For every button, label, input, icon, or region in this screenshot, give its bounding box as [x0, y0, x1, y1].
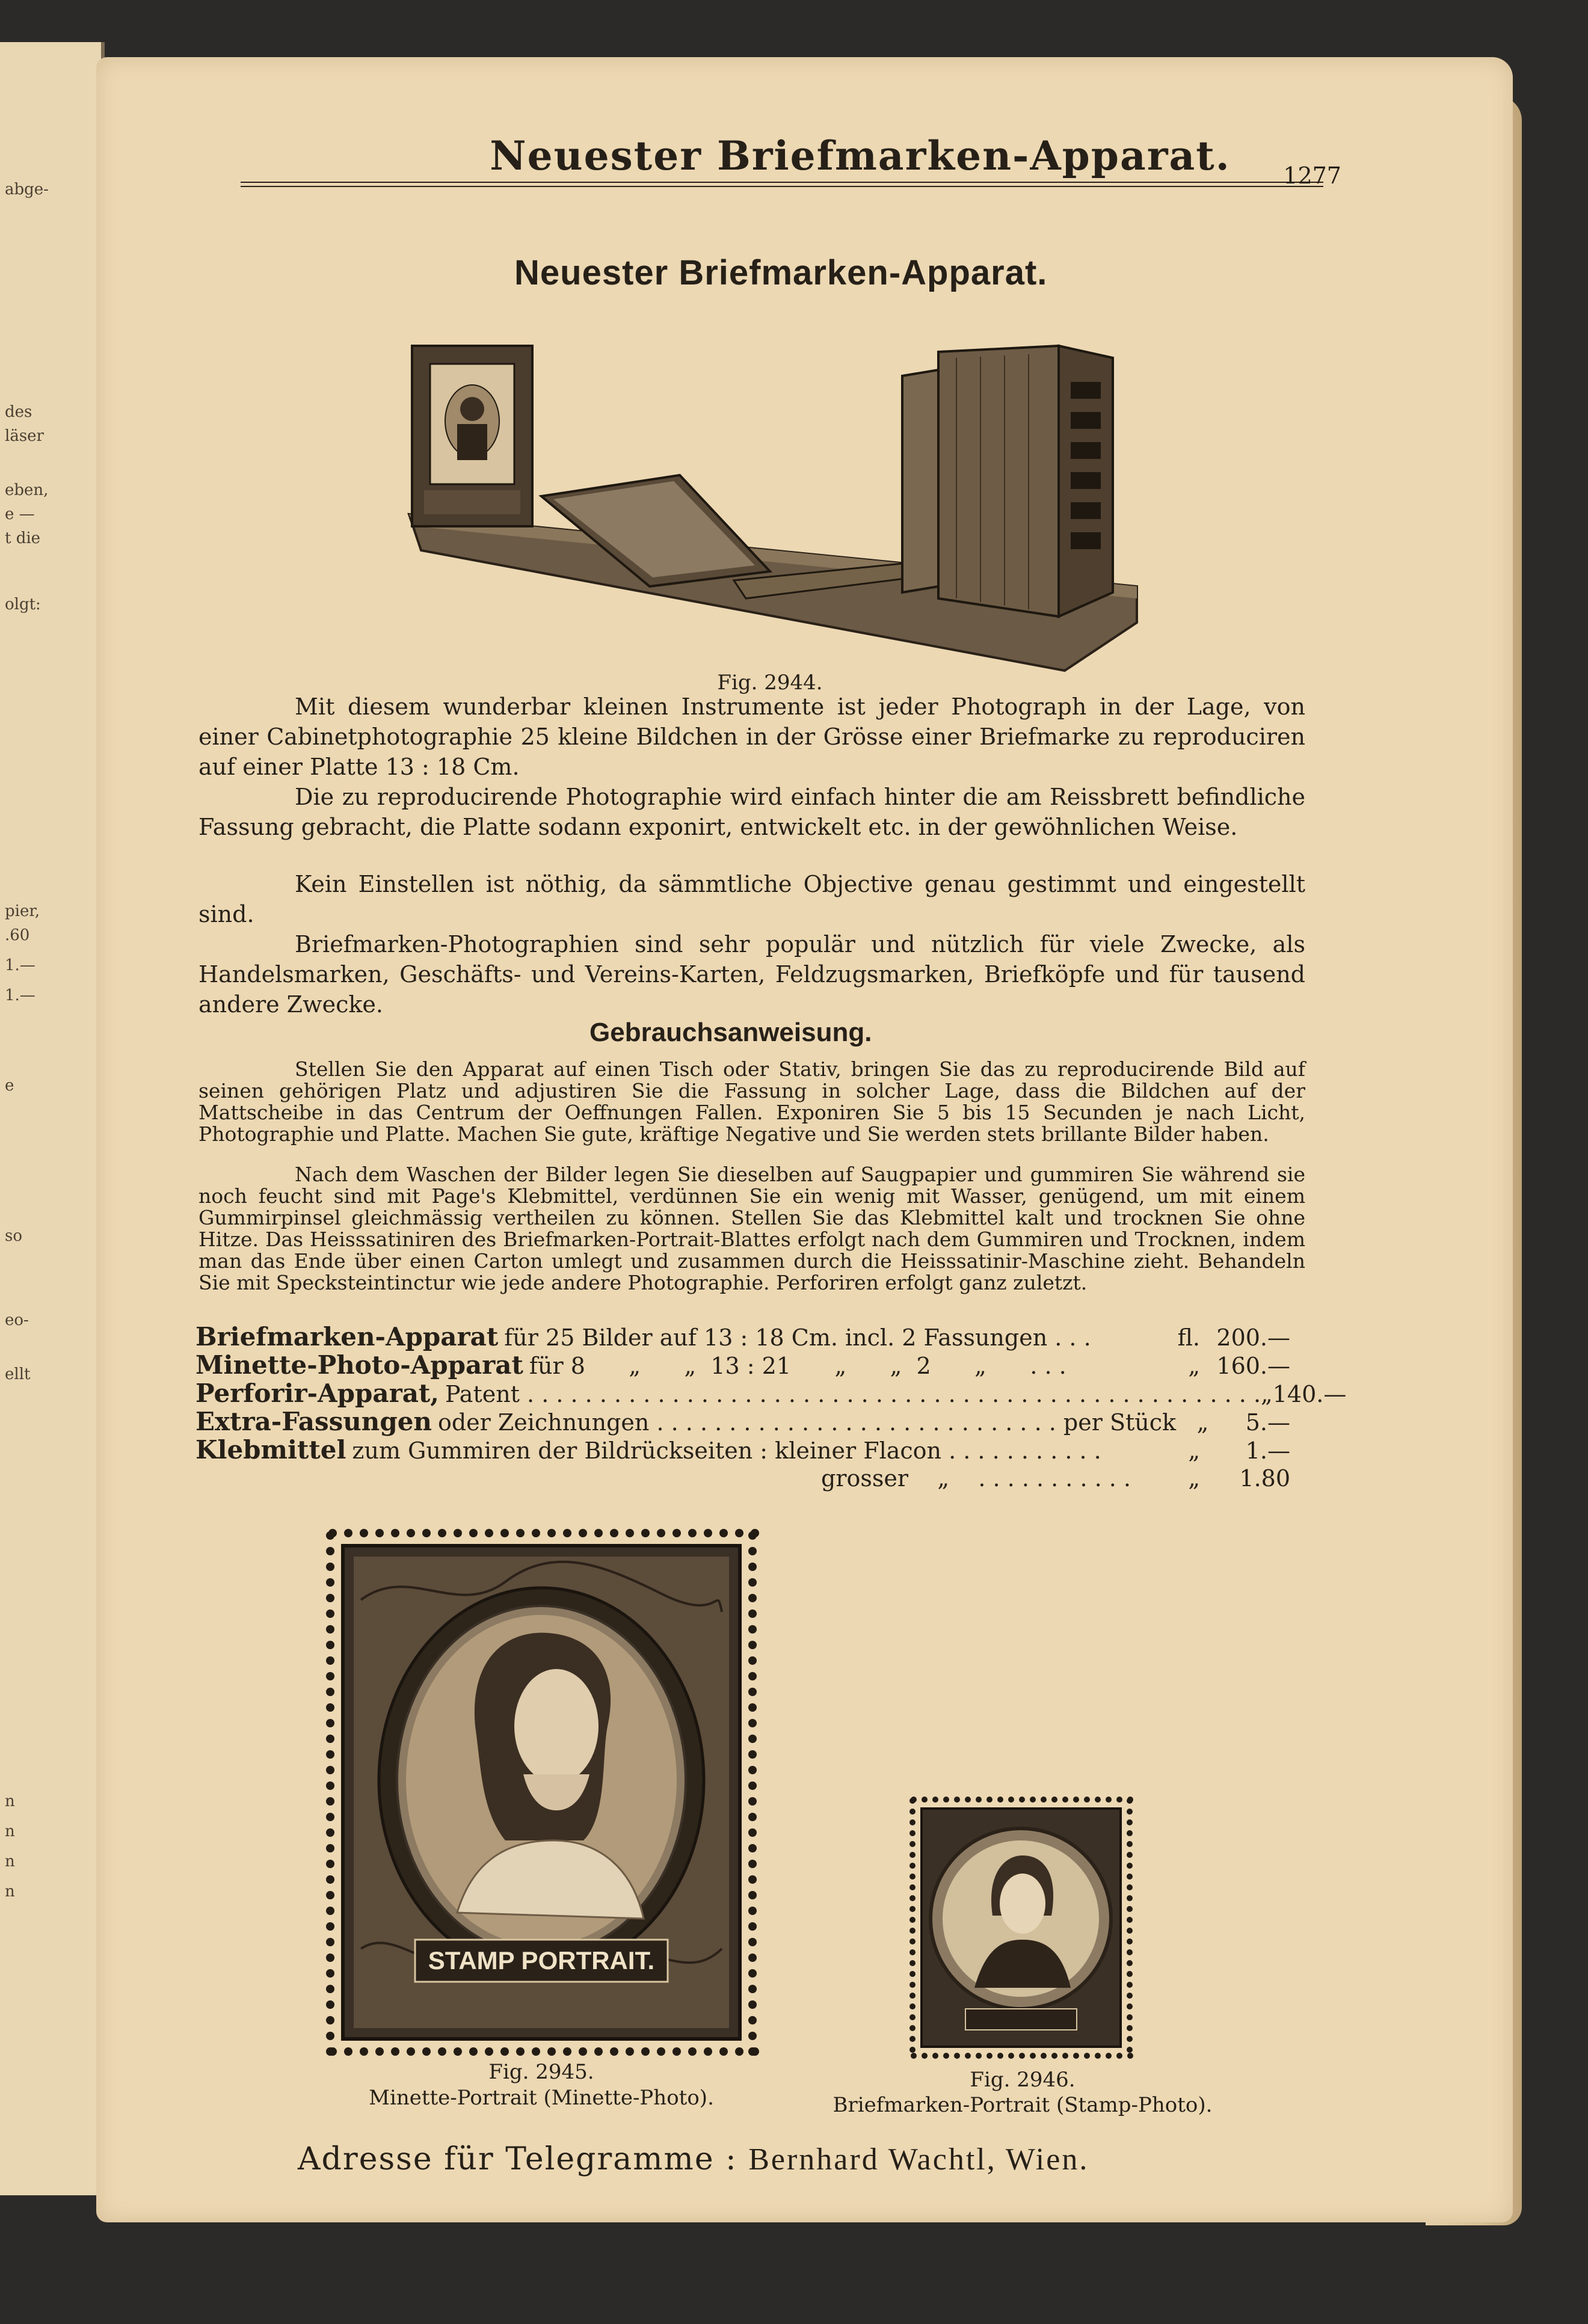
price-item-desc: für 25 Bilder auf 13 : 18 Cm. incl. 2 Fassungen . . . — [504, 1324, 1091, 1351]
briefmarken-apparatus-illustration — [397, 334, 1155, 671]
perforation-dot — [909, 1917, 916, 1923]
perforation-dot — [326, 1781, 334, 1790]
perforation-dot — [326, 1750, 334, 1759]
perforation-dot — [1095, 2053, 1101, 2059]
perforation-dot — [326, 1844, 334, 1852]
perforation-dot — [748, 1797, 757, 1806]
perforation-dot — [1051, 2053, 1057, 2059]
perforation-dot — [909, 1852, 916, 1858]
perforation-dot — [1127, 1917, 1133, 1923]
perforation-dot — [375, 2047, 384, 2056]
perforation-dot — [1127, 1819, 1133, 1825]
left-page-edge — [0, 42, 105, 2195]
paragraph — [198, 869, 1305, 929]
perforation-dot — [454, 2047, 462, 2056]
address-name: Bernhard Wachtl, Wien. — [748, 2142, 1089, 2177]
perforation-dot — [909, 1928, 916, 1934]
perforation-dot — [909, 1949, 916, 1955]
perforation-dot — [688, 1529, 697, 1537]
perforation-dot — [326, 1766, 334, 1774]
perforation-dot — [748, 1672, 757, 1680]
paragraph — [198, 929, 1305, 1019]
perforation-dot — [735, 1529, 743, 1537]
perforation-dot — [1051, 1797, 1057, 1803]
perforation-dot — [909, 1819, 916, 1825]
perforation-dot — [719, 1529, 728, 1537]
perforation-dot — [326, 1860, 334, 1868]
perforation-dot — [748, 1969, 757, 1978]
perforation-dot — [1008, 1797, 1014, 1803]
perforation-dot — [954, 2053, 960, 2059]
perforation-dot — [516, 1529, 525, 1537]
left-fragment: 1.— — [5, 986, 35, 1004]
instructions-heading: Gebrauchsanweisung. — [589, 1018, 872, 1047]
left-fragment: ellt — [5, 1365, 31, 1383]
left-fragment: so — [5, 1227, 22, 1245]
article-title: Neuester Briefmarken-Apparat. — [514, 253, 1048, 292]
perforation-dot — [1030, 1797, 1036, 1803]
perforation-dot — [547, 1529, 556, 1537]
perforation-dot — [485, 1529, 493, 1537]
perforation-dot — [748, 1938, 757, 1946]
left-fragment: t die — [5, 529, 41, 547]
perforation-dot — [326, 1907, 334, 1915]
perforation-dot — [326, 2000, 334, 2009]
price-item-desc: für 8 „ „ 13 : 21 „ „ 2 „ . . . — [529, 1353, 1066, 1379]
perforation-dot — [326, 1578, 334, 1587]
perforation-dot — [1127, 1971, 1133, 1977]
perforation-dot — [1127, 2025, 1133, 2031]
perforation-dot — [748, 1688, 757, 1696]
price-row — [195, 1436, 1290, 1465]
perforation-dot — [1127, 1852, 1133, 1858]
perforation-dot — [326, 1641, 334, 1649]
perforation-dot — [748, 1735, 757, 1743]
left-fragment: n — [5, 1792, 15, 1810]
left-fragment: läser — [5, 427, 44, 445]
perforation-dot — [1073, 1797, 1079, 1803]
perforation-dot — [748, 1703, 757, 1712]
perforation-dot — [1127, 2053, 1133, 2059]
price-row — [195, 1323, 1290, 1351]
perforation-dot — [748, 1578, 757, 1587]
perforation-dot — [748, 1828, 757, 1837]
figure-caption: Fig. 2944. — [717, 671, 823, 695]
perforation-dot — [344, 1529, 352, 1537]
perforation-dot — [748, 1781, 757, 1790]
perforation-dot — [909, 1895, 916, 1901]
perforation-dot — [965, 1797, 971, 1803]
perforation-dot — [909, 1960, 916, 1966]
perforation-dot — [485, 2047, 493, 2056]
perforation-dot — [943, 2053, 949, 2059]
perforation-dot — [1127, 1874, 1133, 1880]
perforation-dot — [326, 1985, 334, 1993]
perforation-dot — [909, 1884, 916, 1890]
perforation-dot — [1008, 2053, 1014, 2059]
perforation-dot — [1106, 1797, 1112, 1803]
perforation-dot — [909, 1906, 916, 1912]
telegram-address — [298, 2141, 1089, 2177]
perforation-dot — [748, 1813, 757, 1821]
instruction-paragraph — [198, 1164, 1305, 1294]
perforation-dot — [997, 2053, 1003, 2059]
perforation-dot — [326, 2047, 334, 2056]
left-fragment: pier, — [5, 902, 40, 920]
perforation-dot — [976, 2053, 982, 2059]
price-currency: fl. — [1177, 1324, 1200, 1351]
perforation-dot — [579, 1529, 587, 1537]
address-label: Adresse für Telegramme : — [298, 2141, 737, 2177]
perforation-dot — [344, 2047, 352, 2056]
price-currency: „ — [1196, 1409, 1209, 1436]
perforation-dot — [360, 2047, 368, 2056]
price-row — [195, 1408, 1290, 1436]
perforation-dot — [407, 1529, 415, 1537]
left-fragment: olgt: — [5, 595, 41, 613]
perforation-dot — [909, 1798, 916, 1804]
perforation-dot — [1127, 1841, 1133, 1847]
perforation-dot — [326, 1703, 334, 1712]
left-fragment: des — [5, 403, 32, 421]
perforation-dot — [909, 2014, 916, 2020]
perforation-dot — [748, 1594, 757, 1602]
perforation-dot — [909, 1809, 916, 1815]
perforation-dot — [1127, 2014, 1133, 2020]
perforation-dot — [326, 1672, 334, 1680]
price-item-name: Minette-Photo-Apparat — [195, 1350, 523, 1380]
perforation-dot — [1127, 1928, 1133, 1934]
perforation-dot — [1019, 1797, 1025, 1803]
price-item-name: Briefmarken-Apparat — [195, 1322, 499, 1351]
perforation-dot — [976, 1797, 982, 1803]
perforation-dot — [1041, 1797, 1047, 1803]
perforation-dot — [438, 1529, 446, 1537]
instruction-text: Stellen Sie den Apparat auf einen Tisch oder Stativ, bringen Sie das zu reproducirende Bild auf seinen gehörigen Platz und adjustiren Sie die Fassung in solcher Lage, dass die Bildchen auf der Mattscheibe in das Centrum der Oeffnungen Fallen. Exponiren Sie 5 bis 15 Secunden je nach Licht, Photographie und Platte. Machen Sie gute, kräftige Negative und Sie werden stets brillante Bilder haben. — [198, 1057, 1305, 1146]
figure-caption: Fig. 2946. — [970, 2068, 1076, 2092]
perforation-dot — [1127, 1960, 1133, 1966]
left-fragment: n — [5, 1852, 15, 1871]
perforation-dot — [360, 1529, 368, 1537]
perforation-dot — [326, 1719, 334, 1727]
perforation-dot — [909, 2036, 916, 2042]
perforation-dot — [909, 1971, 916, 1977]
perforation-dot — [748, 2047, 757, 2056]
perforation-dot — [326, 1922, 334, 1931]
perforation-dot — [422, 2047, 431, 2056]
perforation-dot — [735, 2047, 743, 2056]
perforation-dot — [326, 1813, 334, 1821]
perforation-dot — [748, 2032, 757, 2040]
perforation-dot — [547, 2047, 556, 2056]
perforation-dot — [997, 1797, 1003, 1803]
perforation-dot — [326, 1688, 334, 1696]
perforation-dot — [1073, 2053, 1079, 2059]
perforation-dot — [748, 2016, 757, 2024]
perforation-dot — [909, 1841, 916, 1847]
perforation-dot — [626, 2047, 634, 2056]
left-fragment: e — [5, 1077, 14, 1095]
perforation-dot — [532, 1529, 540, 1537]
perforation-dot — [407, 2047, 415, 2056]
perforation-dot — [563, 2047, 571, 2056]
perforation-dot — [748, 1609, 757, 1618]
price-item-desc: zum Gummiren der Bildrückseiten : kleiner Flacon . . . . . . . . . . . — [352, 1437, 1101, 1464]
price-value: 1.— — [1245, 1437, 1290, 1464]
perforation-dot — [986, 1797, 993, 1803]
perforation-dot — [748, 1719, 757, 1727]
price-item-desc: oder Zeichnungen . . . . . . . . . . . . . . . . . . . . . . . . . . . . per Stück — [437, 1409, 1177, 1436]
perforation-dot — [657, 1529, 665, 1537]
perforation-dot — [748, 1766, 757, 1774]
perforation-dot — [422, 1529, 431, 1537]
perforation-dot — [965, 2053, 971, 2059]
perforation-dot — [516, 2047, 525, 2056]
perforation-dot — [391, 2047, 399, 2056]
price-currency: „ — [1261, 1381, 1273, 1407]
perforation-dot — [672, 2047, 681, 2056]
instruction-text: Nach dem Waschen der Bilder legen Sie dieselben auf Saugpapier und gummiren Sie während sie noch feucht sind mit Page's Klebmittel, verdünnen Sie ein wenig mit Wasser, genügend, um mit einem Gummirpinsel gleichmässig vertheilen zu können. Stellen Sie das Klebmittel kalt und trocknen Sie ohne Hitze. Das Heisssatiniren des Briefmarken-Portrait-Blattes erfolgt nach dem Gummiren und Trocknen, indem man das Ende über einen Carton umlegt und zusammen durch die Heisssatinir-Maschine zieht. Behandeln Sie mit Specksteintinctur wie jede andere Photographie. Perforiren erfolgt ganz zuletzt. — [198, 1163, 1305, 1294]
perforation-dot — [1127, 1993, 1133, 1999]
perforation-dot — [579, 2047, 587, 2056]
figure-subcaption: Briefmarken-Portrait (Stamp-Photo). — [832, 2093, 1213, 2117]
perforation-dot — [1127, 2047, 1133, 2053]
perforation-dot — [1127, 1830, 1133, 1836]
perforation-dot — [1127, 1982, 1133, 1988]
left-fragment: eben, — [5, 481, 49, 499]
perforation-dot — [1030, 2053, 1036, 2059]
perforation-dot — [454, 1529, 462, 1537]
perforation-dot — [688, 2047, 697, 2056]
perforation-dot — [391, 1529, 399, 1537]
perforation-dot — [748, 1563, 757, 1571]
perforation-dot — [469, 2047, 478, 2056]
perforation-dot — [326, 1938, 334, 1946]
perforation-dot — [610, 1529, 618, 1537]
price-value: 200.— — [1216, 1324, 1290, 1351]
price-row — [195, 1379, 1347, 1408]
perforation-dot — [1116, 2053, 1122, 2059]
perforation-dot — [1095, 1797, 1101, 1803]
perforation-dot — [748, 1875, 757, 1884]
perforation-dot — [748, 1656, 757, 1665]
perforation-dot — [594, 1529, 603, 1537]
stamp-banner-text: STAMP PORTRAIT. — [428, 1946, 655, 1975]
header-rule — [241, 182, 1323, 187]
left-fragment: eo- — [5, 1311, 29, 1329]
perforation-dot — [438, 2047, 446, 2056]
perforation-dot — [748, 1891, 757, 1899]
perforation-dot — [922, 1797, 928, 1803]
perforation-dot — [909, 2025, 916, 2031]
perforation-dot — [748, 1985, 757, 1993]
left-fragment: abge- — [5, 180, 49, 198]
perforation-dot — [326, 1563, 334, 1571]
price-item-name: Perforir-Apparat, — [195, 1379, 439, 1408]
perforation-dot — [326, 1891, 334, 1899]
price-item-desc: Patent . . . . . . . . . . . . . . . . . . . . . . . . . . . . . . . . . . . . . . . . . . . . . . . . . . . — [445, 1381, 1261, 1407]
perforation-dot — [909, 2003, 916, 2009]
perforation-dot — [326, 1954, 334, 1962]
perforation-dot — [610, 2047, 618, 2056]
perforation-dot — [748, 1907, 757, 1915]
perforation-dot — [954, 1797, 960, 1803]
perforation-dot — [1106, 2053, 1112, 2059]
perforation-dot — [1127, 1938, 1133, 1944]
perforation-dot — [932, 2053, 938, 2059]
perforation-dot — [911, 2053, 917, 2059]
perforation-dot — [704, 2047, 712, 2056]
perforation-dot — [748, 1531, 757, 1540]
perforation-dot — [469, 1529, 478, 1537]
perforation-dot — [326, 2032, 334, 2040]
perforation-dot — [500, 1529, 509, 1537]
paragraph — [198, 692, 1305, 782]
perforation-dot — [719, 2047, 728, 2056]
left-fragment: .60 — [5, 926, 30, 944]
left-fragment: e — — [5, 505, 35, 523]
minette-portrait-stamp — [325, 1528, 758, 2057]
perforation-dot — [500, 2047, 509, 2056]
perforation-dot — [748, 1860, 757, 1868]
perforation-dot — [1127, 1809, 1133, 1815]
page-number: 1277 — [1283, 162, 1341, 189]
instruction-paragraph — [198, 1059, 1305, 1145]
perforation-dot — [375, 1529, 384, 1537]
perforation-dot — [1084, 2053, 1090, 2059]
perforation-dot — [326, 2016, 334, 2024]
perforation-dot — [748, 2000, 757, 2009]
perforation-dot — [909, 2047, 916, 2053]
perforation-dot — [1127, 1798, 1133, 1804]
perforation-dot — [1084, 1797, 1090, 1803]
price-value: 1.80 — [1239, 1465, 1290, 1492]
paragraph-text: Kein Einstellen ist nöthig, da sämmtliche Objective genau gestimmt und eingestellt sind. — [198, 871, 1305, 927]
perforation-dot — [326, 1625, 334, 1634]
price-currency: „ — [1188, 1437, 1200, 1464]
price-row — [195, 1465, 1290, 1492]
perforation-dot — [326, 1531, 334, 1540]
price-value: 140.— — [1272, 1381, 1347, 1407]
perforation-dot — [704, 1529, 712, 1537]
figure-subcaption: Minette-Portrait (Minette-Photo). — [369, 2086, 714, 2110]
left-fragment: n — [5, 1822, 15, 1840]
perforation-dot — [326, 1828, 334, 1837]
perforation-dot — [1127, 2003, 1133, 2009]
running-title: Neuester Briefmarken-Apparat. — [490, 132, 1231, 179]
perforation-dot — [909, 1863, 916, 1869]
price-item-name: Klebmittel — [195, 1435, 346, 1465]
perforation-dot — [326, 1735, 334, 1743]
perforation-dot — [1041, 2053, 1047, 2059]
left-fragment: n — [5, 1883, 15, 1901]
perforation-dot — [1127, 2036, 1133, 2042]
perforation-dot — [1127, 1949, 1133, 1955]
perforation-dot — [748, 1641, 757, 1649]
perforation-dot — [909, 1874, 916, 1880]
price-row — [195, 1351, 1290, 1380]
price-list — [195, 1322, 1347, 1492]
perforation-dot — [326, 1797, 334, 1806]
perforation-dot — [326, 1875, 334, 1884]
perforation-dot — [1062, 2053, 1068, 2059]
briefmarken-portrait-stamp — [908, 1795, 1134, 2060]
perforation-dot — [641, 1529, 650, 1537]
perforation-dot — [909, 1982, 916, 1988]
price-value: 160.— — [1216, 1353, 1290, 1379]
perforation-dot — [932, 1797, 938, 1803]
figure-caption: Fig. 2945. — [488, 2060, 594, 2084]
paragraph-text: Mit diesem wunderbar kleinen Instrumente ist jeder Photograph in der Lage, von einer Cabinetphotographie 25 kleine Bildchen in der Grösse einer Briefmarke zu reproduciren auf einer Platte 13 : 18 Cm. — [198, 693, 1305, 780]
perforation-dot — [748, 1547, 757, 1555]
price-value: 5.— — [1245, 1409, 1290, 1436]
perforation-dot — [909, 1993, 916, 1999]
perforation-dot — [1062, 1797, 1068, 1803]
perforation-dot — [672, 1529, 681, 1537]
perforation-dot — [1127, 1895, 1133, 1901]
perforation-dot — [326, 1656, 334, 1665]
perforation-dot — [1116, 1797, 1122, 1803]
paragraph-text: Briefmarken-Photographien sind sehr populär und nützlich für viele Zwecke, als Handelsmarken, Geschäfts- und Vereins-Karten, Feldzugsmarken, Briefköpfe und für tausend andere Zwecke. — [198, 931, 1305, 1018]
perforation-dot — [922, 2053, 928, 2059]
price-currency: „ — [1188, 1465, 1200, 1492]
perforation-dot — [909, 1830, 916, 1836]
perforation-dot — [657, 2047, 665, 2056]
perforation-dot — [909, 1938, 916, 1944]
perforation-dot — [326, 1594, 334, 1602]
perforation-dot — [1127, 1863, 1133, 1869]
perforation-dot — [326, 1547, 334, 1555]
perforation-dot — [943, 1797, 949, 1803]
left-fragment: 1.— — [5, 956, 35, 974]
perforation-dot — [748, 1954, 757, 1962]
perforation-dot — [626, 1529, 634, 1537]
paragraph-text: Die zu reproducirende Photographie wird einfach hinter die am Reissbrett befindliche Fassung gebracht, die Platte sodann exponirt, entwickelt etc. in der gewöhnlichen Weise. — [198, 784, 1305, 840]
perforation-dot — [1127, 1884, 1133, 1890]
paragraph — [198, 782, 1305, 842]
perforation-dot — [594, 2047, 603, 2056]
price-currency: „ — [1188, 1353, 1200, 1379]
perforation-dot — [748, 1750, 757, 1759]
perforation-dot — [748, 1625, 757, 1634]
perforation-dot — [563, 1529, 571, 1537]
perforation-dot — [641, 2047, 650, 2056]
price-item-name: Extra-Fassungen — [195, 1407, 432, 1436]
perforation-dot — [1127, 1906, 1133, 1912]
perforation-dot — [326, 1969, 334, 1978]
perforation-dot — [748, 1844, 757, 1852]
perforation-dot — [326, 1609, 334, 1618]
perforation-dot — [748, 1922, 757, 1931]
perforation-dot — [532, 2047, 540, 2056]
price-item-desc: grosser „ . . . . . . . . . . . — [821, 1465, 1131, 1492]
perforation-dot — [1019, 2053, 1025, 2059]
perforation-dot — [986, 2053, 993, 2059]
